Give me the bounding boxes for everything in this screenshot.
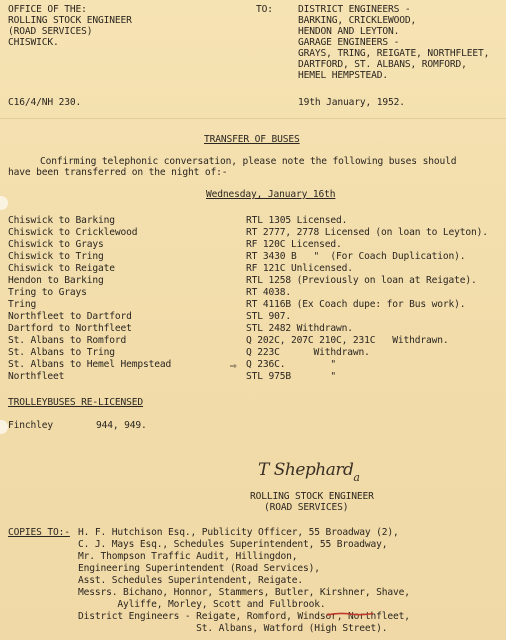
transfer-buses: RF 121C Unlicensed. <box>246 263 353 274</box>
red-underline-mark <box>326 612 374 616</box>
transfer-route: Chiswick to Tring <box>8 251 104 262</box>
transfer-route: Hendon to Barking <box>8 275 104 286</box>
copies-line: District Engineers - Reigate, Romford, Windsor, Northfleet, <box>78 611 410 622</box>
to-line: BARKING, CRICKLEWOOD, <box>298 15 417 26</box>
transfer-buses: RTL 1258 (Previously on loan at Reigate). <box>246 275 477 286</box>
transfer-route: Tring to Grays <box>8 287 87 298</box>
fold-line <box>0 118 506 119</box>
transfer-buses: RT 4038. <box>246 287 292 298</box>
transfer-route: Tring <box>8 299 37 310</box>
copies-line: Messrs. Bichano, Honnor, Stammers, Butler, Kirshner, Shave, <box>78 587 410 598</box>
transfer-buses: Q 236C. " <box>246 359 337 370</box>
to-line: HEMEL HEMPSTEAD. <box>298 70 389 81</box>
transfer-buses: RF 120C Licensed. <box>246 239 342 250</box>
intro-text: Confirming telephonic conversation, please note the following buses should <box>40 156 457 167</box>
copies-line: St. Albans, Watford (High Street). <box>78 623 388 634</box>
intro-text: have been transferred on the night of:- <box>8 167 228 178</box>
transfer-route: St. Albans to Tring <box>8 347 115 358</box>
punch-hole <box>0 196 8 210</box>
transfer-route: Chiswick to Cricklewood <box>8 227 138 238</box>
transfer-route: St. Albans to Romford <box>8 335 127 346</box>
copies-line: Engineering Superintendent (Road Services), <box>78 563 320 574</box>
from-line: OFFICE OF THE: <box>8 4 87 15</box>
trolleybus-heading: TROLLEYBUSES RE-LICENSED <box>8 397 144 408</box>
signature-suffix: a <box>353 471 360 484</box>
transfer-buses: STL 2482 Withdrawn. <box>246 323 353 334</box>
transfer-buses: Q 202C, 207C 210C, 231C Withdrawn. <box>246 335 449 346</box>
transfer-buses: RT 3430 B " (For Coach Duplication). <box>246 251 466 262</box>
copies-label: COPIES TO:- <box>8 527 70 538</box>
transfer-route: Northfleet to Dartford <box>8 311 132 322</box>
to-line: DISTRICT ENGINEERS - <box>298 4 411 15</box>
signatory-subtitle: (ROAD SERVICES) <box>264 502 349 513</box>
signature <box>258 460 360 484</box>
transfer-buses: RT 2777, 2778 Licensed (on loan to Leyton). <box>246 227 488 238</box>
document-title: TRANSFER OF BUSES <box>204 134 300 145</box>
transfer-buses: Q 223C Withdrawn. <box>246 347 370 358</box>
from-line: (ROAD SERVICES) <box>8 26 93 37</box>
transfer-buses: RTL 1305 Licensed. <box>246 215 348 226</box>
trolleybus-depot: Finchley <box>8 420 54 431</box>
to-line: GRAYS, TRING, REIGATE, NORTHFLEET, <box>298 48 490 59</box>
transfer-date: Wednesday, January 16th <box>206 189 336 200</box>
punch-hole <box>0 420 8 434</box>
signatory-title: ROLLING STOCK ENGINEER <box>250 491 374 502</box>
copies-line: Asst. Schedules Superintendent, Reigate. <box>78 575 304 586</box>
from-line: CHISWICK. <box>8 37 59 48</box>
transfer-route: Dartford to Northfleet <box>8 323 132 334</box>
arrow-mark-icon: ⇨ <box>230 359 237 372</box>
transfer-route: St. Albans to Hemel Hempstead <box>8 359 172 370</box>
copies-line: Ayliffe, Morley, Scott and Fullbrook. <box>78 599 326 610</box>
to-line: HENDON AND LEYTON. <box>298 26 400 37</box>
transfer-buses: STL 907. <box>246 311 292 322</box>
to-line: GARAGE ENGINEERS - <box>298 37 400 48</box>
signature-text: T Shephard <box>258 460 354 480</box>
to-line: DARTFORD, ST. ALBANS, ROMFORD, <box>298 59 467 70</box>
transfer-route: Chiswick to Barking <box>8 215 115 226</box>
transfer-buses: RT 4116B (Ex Coach dupe: for Bus work). <box>246 299 466 310</box>
from-line: ROLLING STOCK ENGINEER <box>8 15 132 26</box>
transfer-route: Chiswick to Reigate <box>8 263 115 274</box>
copies-line: H. F. Hutchison Esq., Publicity Officer, 55 Broadway (2), <box>78 527 399 538</box>
reference-number: C16/4/NH 230. <box>8 97 82 108</box>
transfer-buses: STL 975B " <box>246 371 337 382</box>
copies-line: C. J. Mays Esq., Schedules Superintendent, 55 Broadway, <box>78 539 388 550</box>
transfer-route: Northfleet <box>8 371 65 382</box>
to-label: TO: <box>256 4 273 15</box>
trolleybus-numbers: 944, 949. <box>96 420 147 431</box>
letter-date: 19th January, 1952. <box>298 97 405 108</box>
copies-line: Mr. Thompson Traffic Audit, Hillingdon, <box>78 551 298 562</box>
transfer-route: Chiswick to Grays <box>8 239 104 250</box>
